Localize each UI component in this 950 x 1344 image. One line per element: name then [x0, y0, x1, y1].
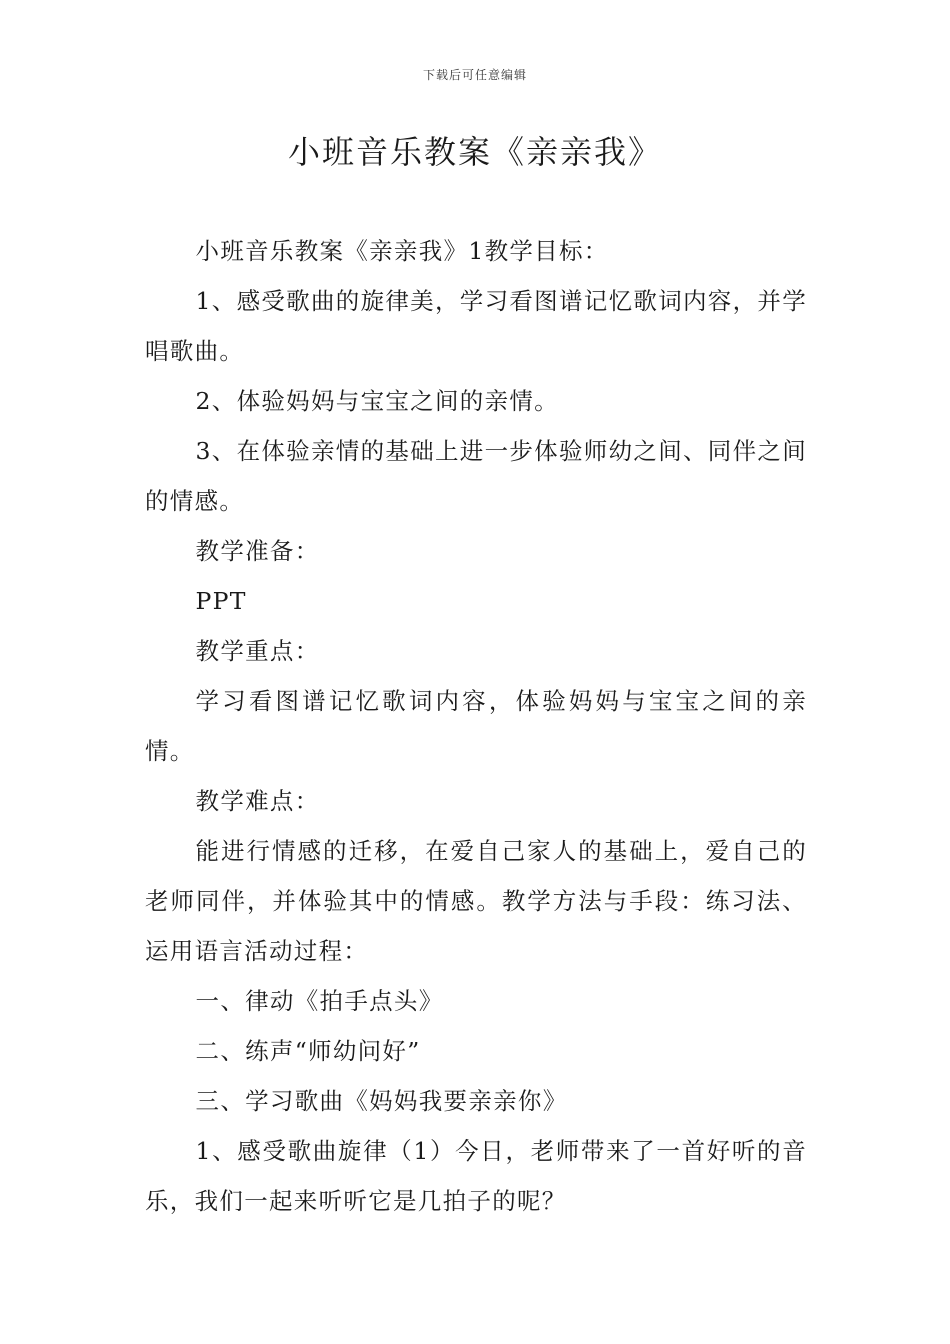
- paragraph-step-1: 一、律动《拍手点头》: [195, 987, 444, 1015]
- paragraph-key-point: 学习看图谱记忆歌词内容，体验妈妈与宝宝之间的亲情。: [145, 687, 807, 765]
- paragraph-difficulty: 能进行情感的迁移，在爱自己家人的基础上，爱自己的老师同伴，并体验其中的情感。教学方法与手段：练习法、运用语言活动过程：: [145, 837, 807, 965]
- paragraph-step-3: 三、学习歌曲《妈妈我要亲亲你》: [195, 1087, 568, 1115]
- paragraph-step-3-1: 1、感受歌曲旋律（1）今日，老师带来了一首好听的音乐，我们一起来听听它是几拍子的呢？: [145, 1137, 807, 1215]
- paragraph-objective-2: 2、体验妈妈与宝宝之间的亲情。: [195, 387, 559, 415]
- paragraph-preparation-heading: 教学准备：: [195, 537, 320, 565]
- document-body: [145, 226, 807, 1226]
- paragraph-objectives-heading: 小班音乐教案《亲亲我》1教学目标：: [195, 237, 609, 265]
- paragraph-key-point-heading: 教学重点：: [195, 637, 320, 665]
- header-note: 下载后可任意编辑: [422, 68, 527, 82]
- document-title: 小班音乐教案《亲亲我》: [287, 133, 662, 171]
- paragraph-preparation: PPT: [195, 587, 247, 615]
- paragraph-difficulty-heading: 教学难点：: [195, 787, 320, 815]
- paragraph-step-2: 二、练声“师幼问好”: [195, 1037, 421, 1065]
- paragraph-objective-3: 3、在体验亲情的基础上进一步体验师幼之间、同伴之间的情感。: [145, 437, 807, 515]
- paragraph-objective-1: 1、感受歌曲的旋律美，学习看图谱记忆歌词内容，并学唱歌曲。: [145, 287, 807, 365]
